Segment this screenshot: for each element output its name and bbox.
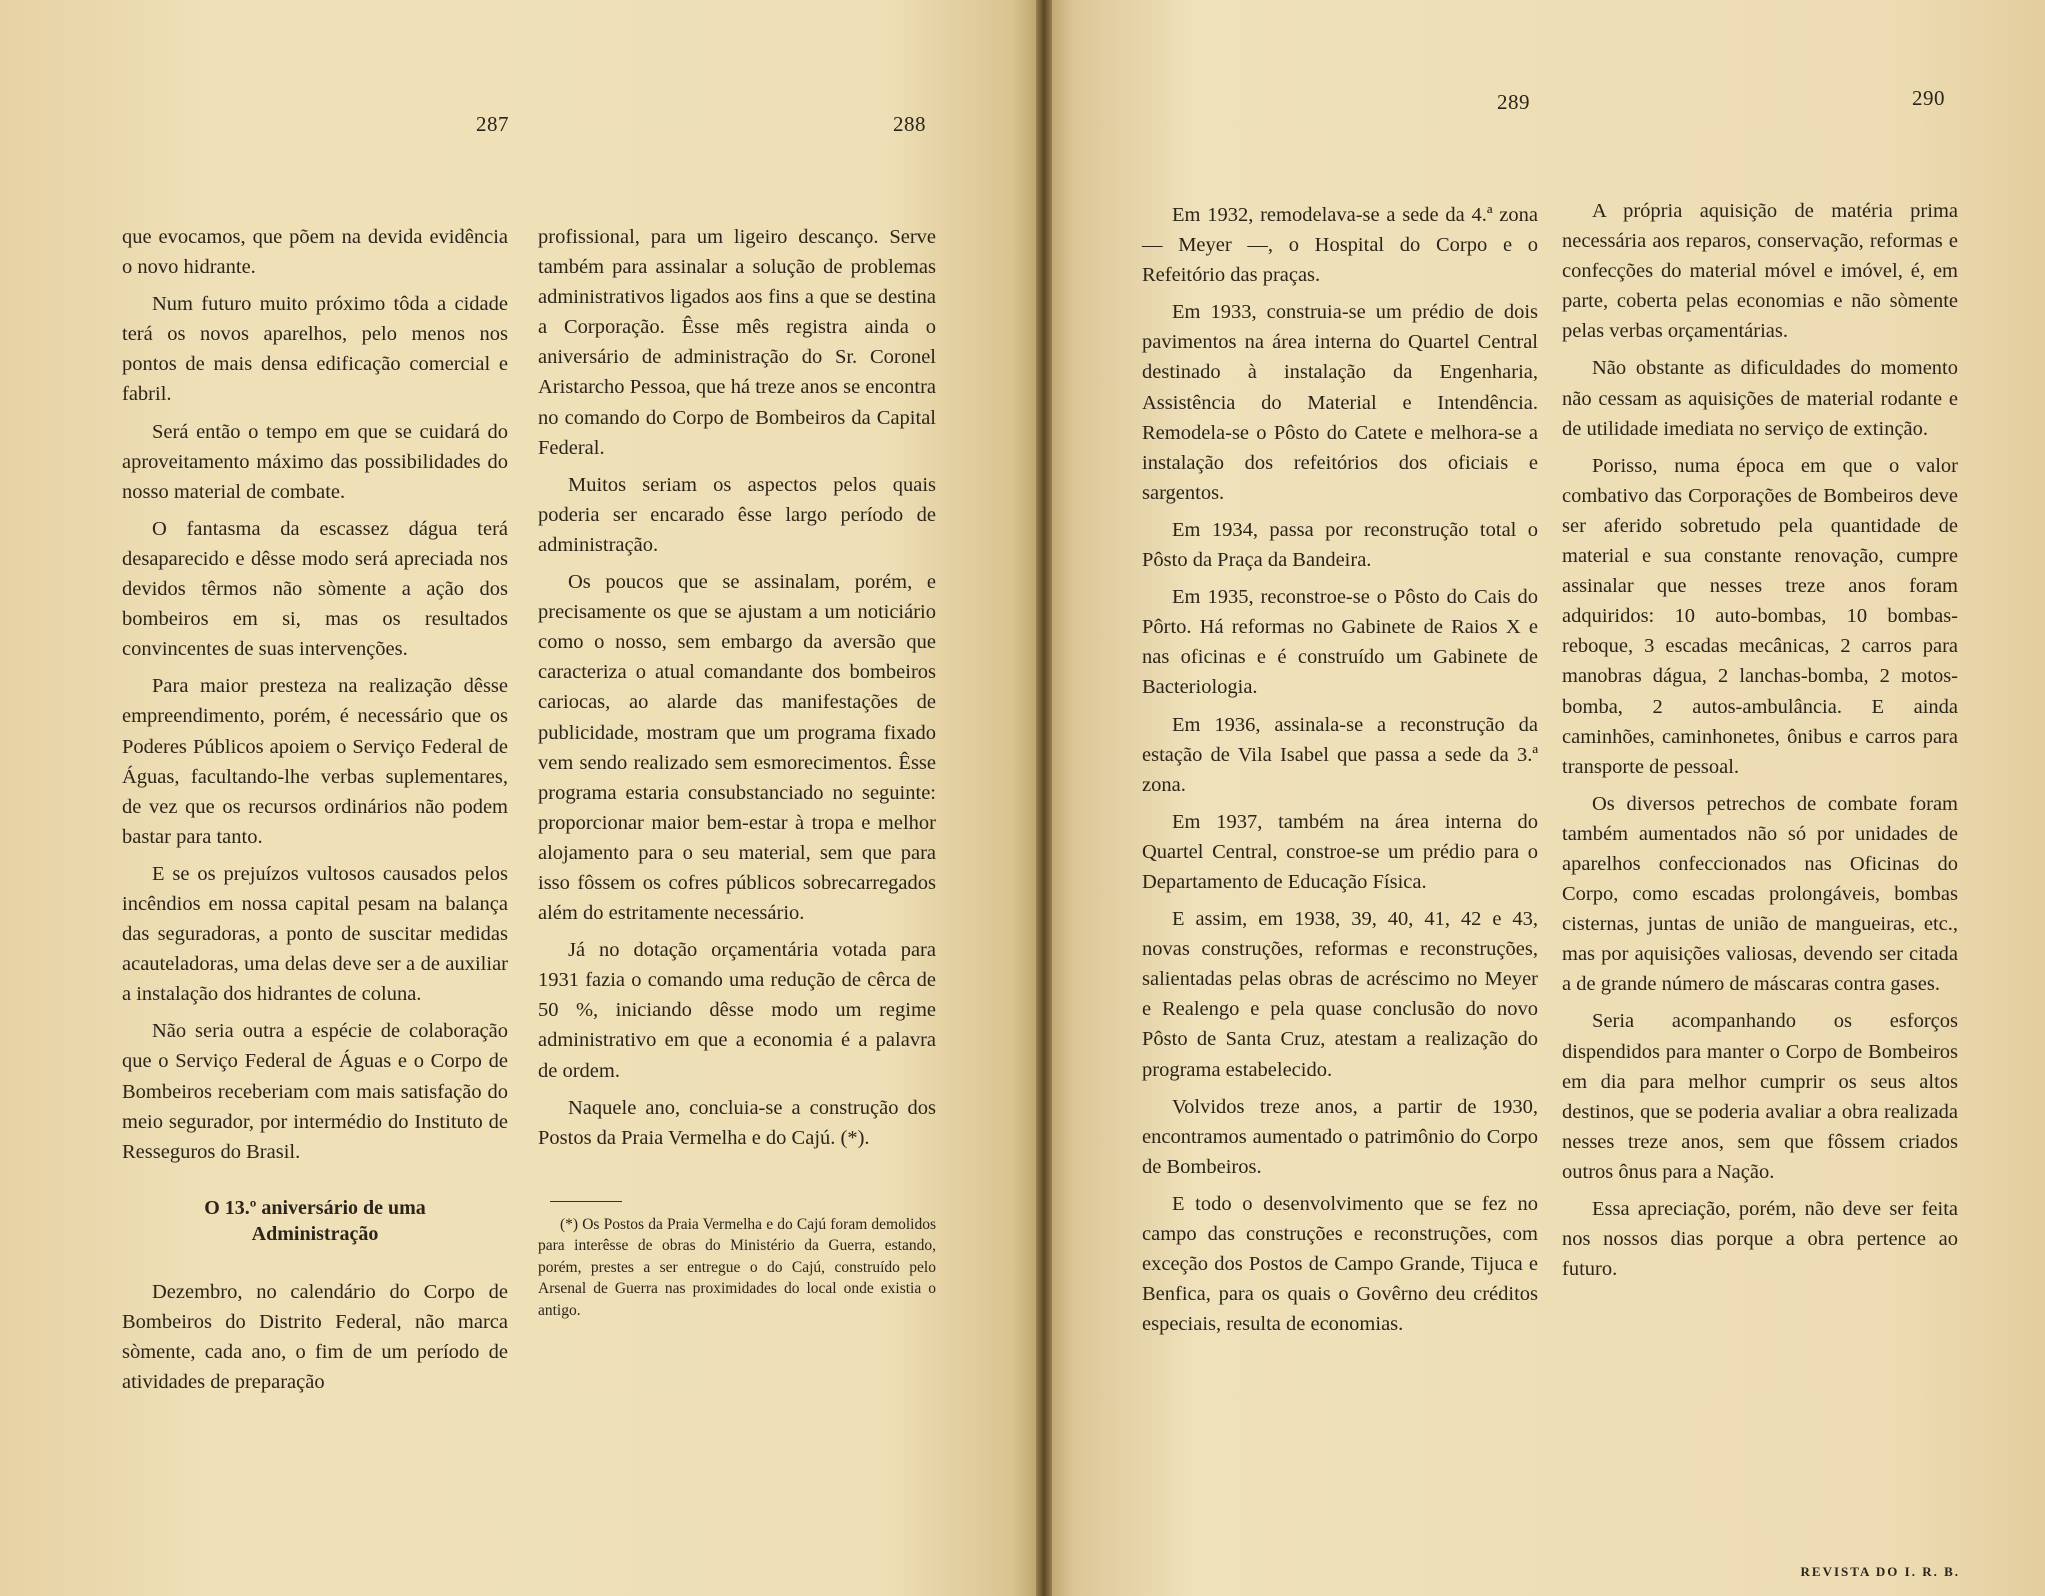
paragraph: Já no dotação orçamentária votada para 1931 fazia o comando uma redução de cêrca de 50 %, iniciando dêsse modo um regime administrativo em que a economia é a palavra de ordem.	[538, 939, 936, 1082]
section-heading-line-2: Administração	[251, 1222, 379, 1245]
paragraph: Para maior presteza na realização dêsse empreendimento, porém, é necessário que os Poderes Públicos apoiem o Serviço Federal de Águas, facultando-lhe verbas suplementares, de vez que os recursos ordinários não podem bastar para tanto.	[122, 675, 508, 848]
paragraph: Em 1936, assinala-se a reconstrução da estação de Vila Isabel que passa a sede da 3.ª zona.	[1142, 713, 1538, 796]
paragraph: Essa apreciação, porém, não deve ser feita nos nossos dias porque a obra pertence ao futuro.	[1562, 1198, 1958, 1281]
section-heading	[122, 1195, 508, 1247]
column-page-287	[122, 222, 508, 1404]
page-number-290: 290	[1912, 86, 1945, 110]
column-page-289	[1142, 200, 1538, 1346]
footnote	[538, 1214, 936, 1322]
book-gutter	[1036, 0, 1052, 1596]
paragraph: Muitos seriam os aspectos pelos quais poderia ser encarado êsse largo período de administração.	[538, 473, 936, 556]
paragraph: Naquele ano, concluia-se a construção dos Postos da Praia Vermelha e do Cajú. (*).	[538, 1096, 936, 1149]
paragraph: O fantasma da escassez dágua terá desaparecido e dêsse modo será apreciada nos devidos têrmos não sòmente a ação dos bombeiros em si, mas os resultados convincentes de suas intervenções.	[122, 517, 508, 661]
paragraph: Em 1935, reconstroe-se o Pôsto do Cais do Pôrto. Há reformas no Gabinete de Raios X e nas oficinas e é construído um Gabinete de Bacteriologia.	[1142, 586, 1538, 699]
section-heading-line-1: O 13.º aniversário de uma	[204, 1196, 426, 1219]
paragraph: Os poucos que se assinalam, porém, e precisamente os que se ajustam a um noticiário como o nosso, sem embargo da aversão que caracteriza o atual comandante dos bombeiros cariocas, ao alarde das manifestações de publicidade, mostram que um programa fixado vem sendo realizado sem esmorecimentos. Êsse programa estaria consubstanciado no seguinte: proporcionar maior bem-estar à tropa e melhor alojamento para o seu material, sem que para isso fôssem os cofres públicos sobrecarregados além do estritamente necessário.	[538, 571, 936, 925]
paragraph: Seria acompanhando os esforços dispendidos para manter o Corpo de Bombeiros em dia para melhor cumprir os seus altos destinos, que se poderia avaliar a obra realizada nesses treze anos, sem que fôssem criados outros ônus para a Nação.	[1562, 1010, 1958, 1183]
paragraph: E todo o desenvolvimento que se fez no campo das construções e reconstruções, com exceção dos Postos de Campo Grande, Tijuca e Benfica, para os quais o Govêrno deu créditos especiais, resulta de economias.	[1142, 1192, 1538, 1336]
page-number-287: 287	[476, 112, 509, 136]
footnote-text: (*) Os Postos da Praia Vermelha e do Cajú foram demolidos para interêsse de obras do Ministério da Guerra, estando, porém, prestes a ser entregue o do Cajú, construído pelo Arsenal de Guerra nas proximidades do local onde existia o antigo.	[538, 1215, 936, 1319]
paragraph: Em 1933, construia-se um prédio de dois pavimentos na área interna do Quartel Central destinado à instalação da Engenharia, Assistência do Material e Intendência. Remodela-se o Pôsto do Catete e melhora-se a instalação dos refeitórios dos oficiais e sargentos.	[1142, 301, 1538, 504]
paragraph: Será então o tempo em que se cuidará do aproveitamento máximo das possibilidades do nosso material de combate.	[122, 420, 508, 503]
paragraph: Num futuro muito próximo tôda a cidade terá os novos aparelhos, pelo menos nos pontos de mais densa edificação comercial e fabril.	[122, 293, 508, 406]
paragraph: Em 1932, remodelava-se a sede da 4.ª zona — Meyer —, o Hospital do Corpo e o Refeitório das praças.	[1142, 204, 1538, 287]
paragraph: profissional, para um ligeiro descanço. Serve também para assinalar a solução de problemas administrativos ligados aos fins a que se destina a Corporação. Êsse mês registra ainda o aniversário de administração do Sr. Coronel Aristarcho Pessoa, que há treze anos se encontra no comando do Corpo de Bombeiros da Capital Federal.	[538, 226, 936, 459]
paragraph: E assim, em 1938, 39, 40, 41, 42 e 43, novas construções, reformas e reconstruções, salientadas pelas obras de acréscimo no Meyer e Realengo e pela quase conclusão do novo Pôsto de Santa Cruz, atestam a realização do programa estabelecido.	[1142, 908, 1538, 1081]
paragraph: Porisso, numa época em que o valor combativo das Corporações de Bombeiros deve ser aferido sobretudo pela quantidade de material e sua constante renovação, cumpre assinalar que nesses treze anos foram adquiridos: 10 auto-bombas, 10 bombas-reboque, 3 escadas mecânicas, 2 carros para manobras dágua, 2 lanchas-bomba, 2 motos-bomba, 2 autos-ambulância. E ainda caminhões, caminhonetes, ônibus e carros para transporte de pessoal.	[1562, 454, 1958, 778]
journal-footer: REVISTA DO I. R. B.	[1800, 1564, 1960, 1579]
paragraph: que evocamos, que põem na devida evidência o novo hidrante.	[122, 226, 508, 279]
page-number-288: 288	[893, 112, 926, 136]
paragraph: Volvidos treze anos, a partir de 1930, encontramos aumentado o patrimônio do Corpo de Bombeiros.	[1142, 1095, 1538, 1178]
paragraph: A própria aquisição de matéria prima necessária aos reparos, conservação, reformas e confecções do material móvel e imóvel, é, em parte, coberta pelas economias e não sòmente pelas verbas orçamentárias.	[1562, 200, 1958, 343]
paragraph: E se os prejuízos vultosos causados pelos incêndios em nossa capital pesam na balança das seguradoras, a ponto de suscitar medidas acauteladoras, uma delas deve ser a de auxiliar a instalação dos hidrantes de coluna.	[122, 862, 508, 1006]
footnote-rule	[550, 1201, 622, 1202]
paragraph: Os diversos petrechos de combate foram também aumentados não só por unidades de aparelhos confeccionados nas Oficinas do Corpo, como escadas prolongáveis, bombas cisternas, juntas de união de mangueiras, etc., mas por aquisições valiosas, devendo ser citada a de grande número de máscaras contra gases.	[1562, 792, 1958, 996]
column-page-290	[1562, 196, 1958, 1291]
paragraph: Não obstante as dificuldades do momento não cessam as aquisições de material rodante e de utilidade imediata no serviço de extinção.	[1562, 357, 1958, 440]
paragraph: Não seria outra a espécie de colaboração que o Serviço Federal de Águas e o Corpo de Bombeiros receberiam com mais satisfação do meio segurador, por intermédio do Instituto de Resseguros do Brasil.	[122, 1020, 508, 1163]
paragraph: Em 1934, passa por reconstrução total o Pôsto da Praça da Bandeira.	[1142, 518, 1538, 572]
paragraph: Dezembro, no calendário do Corpo de Bombeiros do Distrito Federal, não marca sòmente, cada ano, o fim de um período de atividades de preparação	[122, 1280, 508, 1394]
paragraph: Em 1937, também na área interna do Quartel Central, constroe-se um prédio para o Departamento de Educação Física.	[1142, 810, 1538, 893]
page-number-289: 289	[1497, 90, 1530, 114]
column-page-288	[538, 222, 936, 1321]
